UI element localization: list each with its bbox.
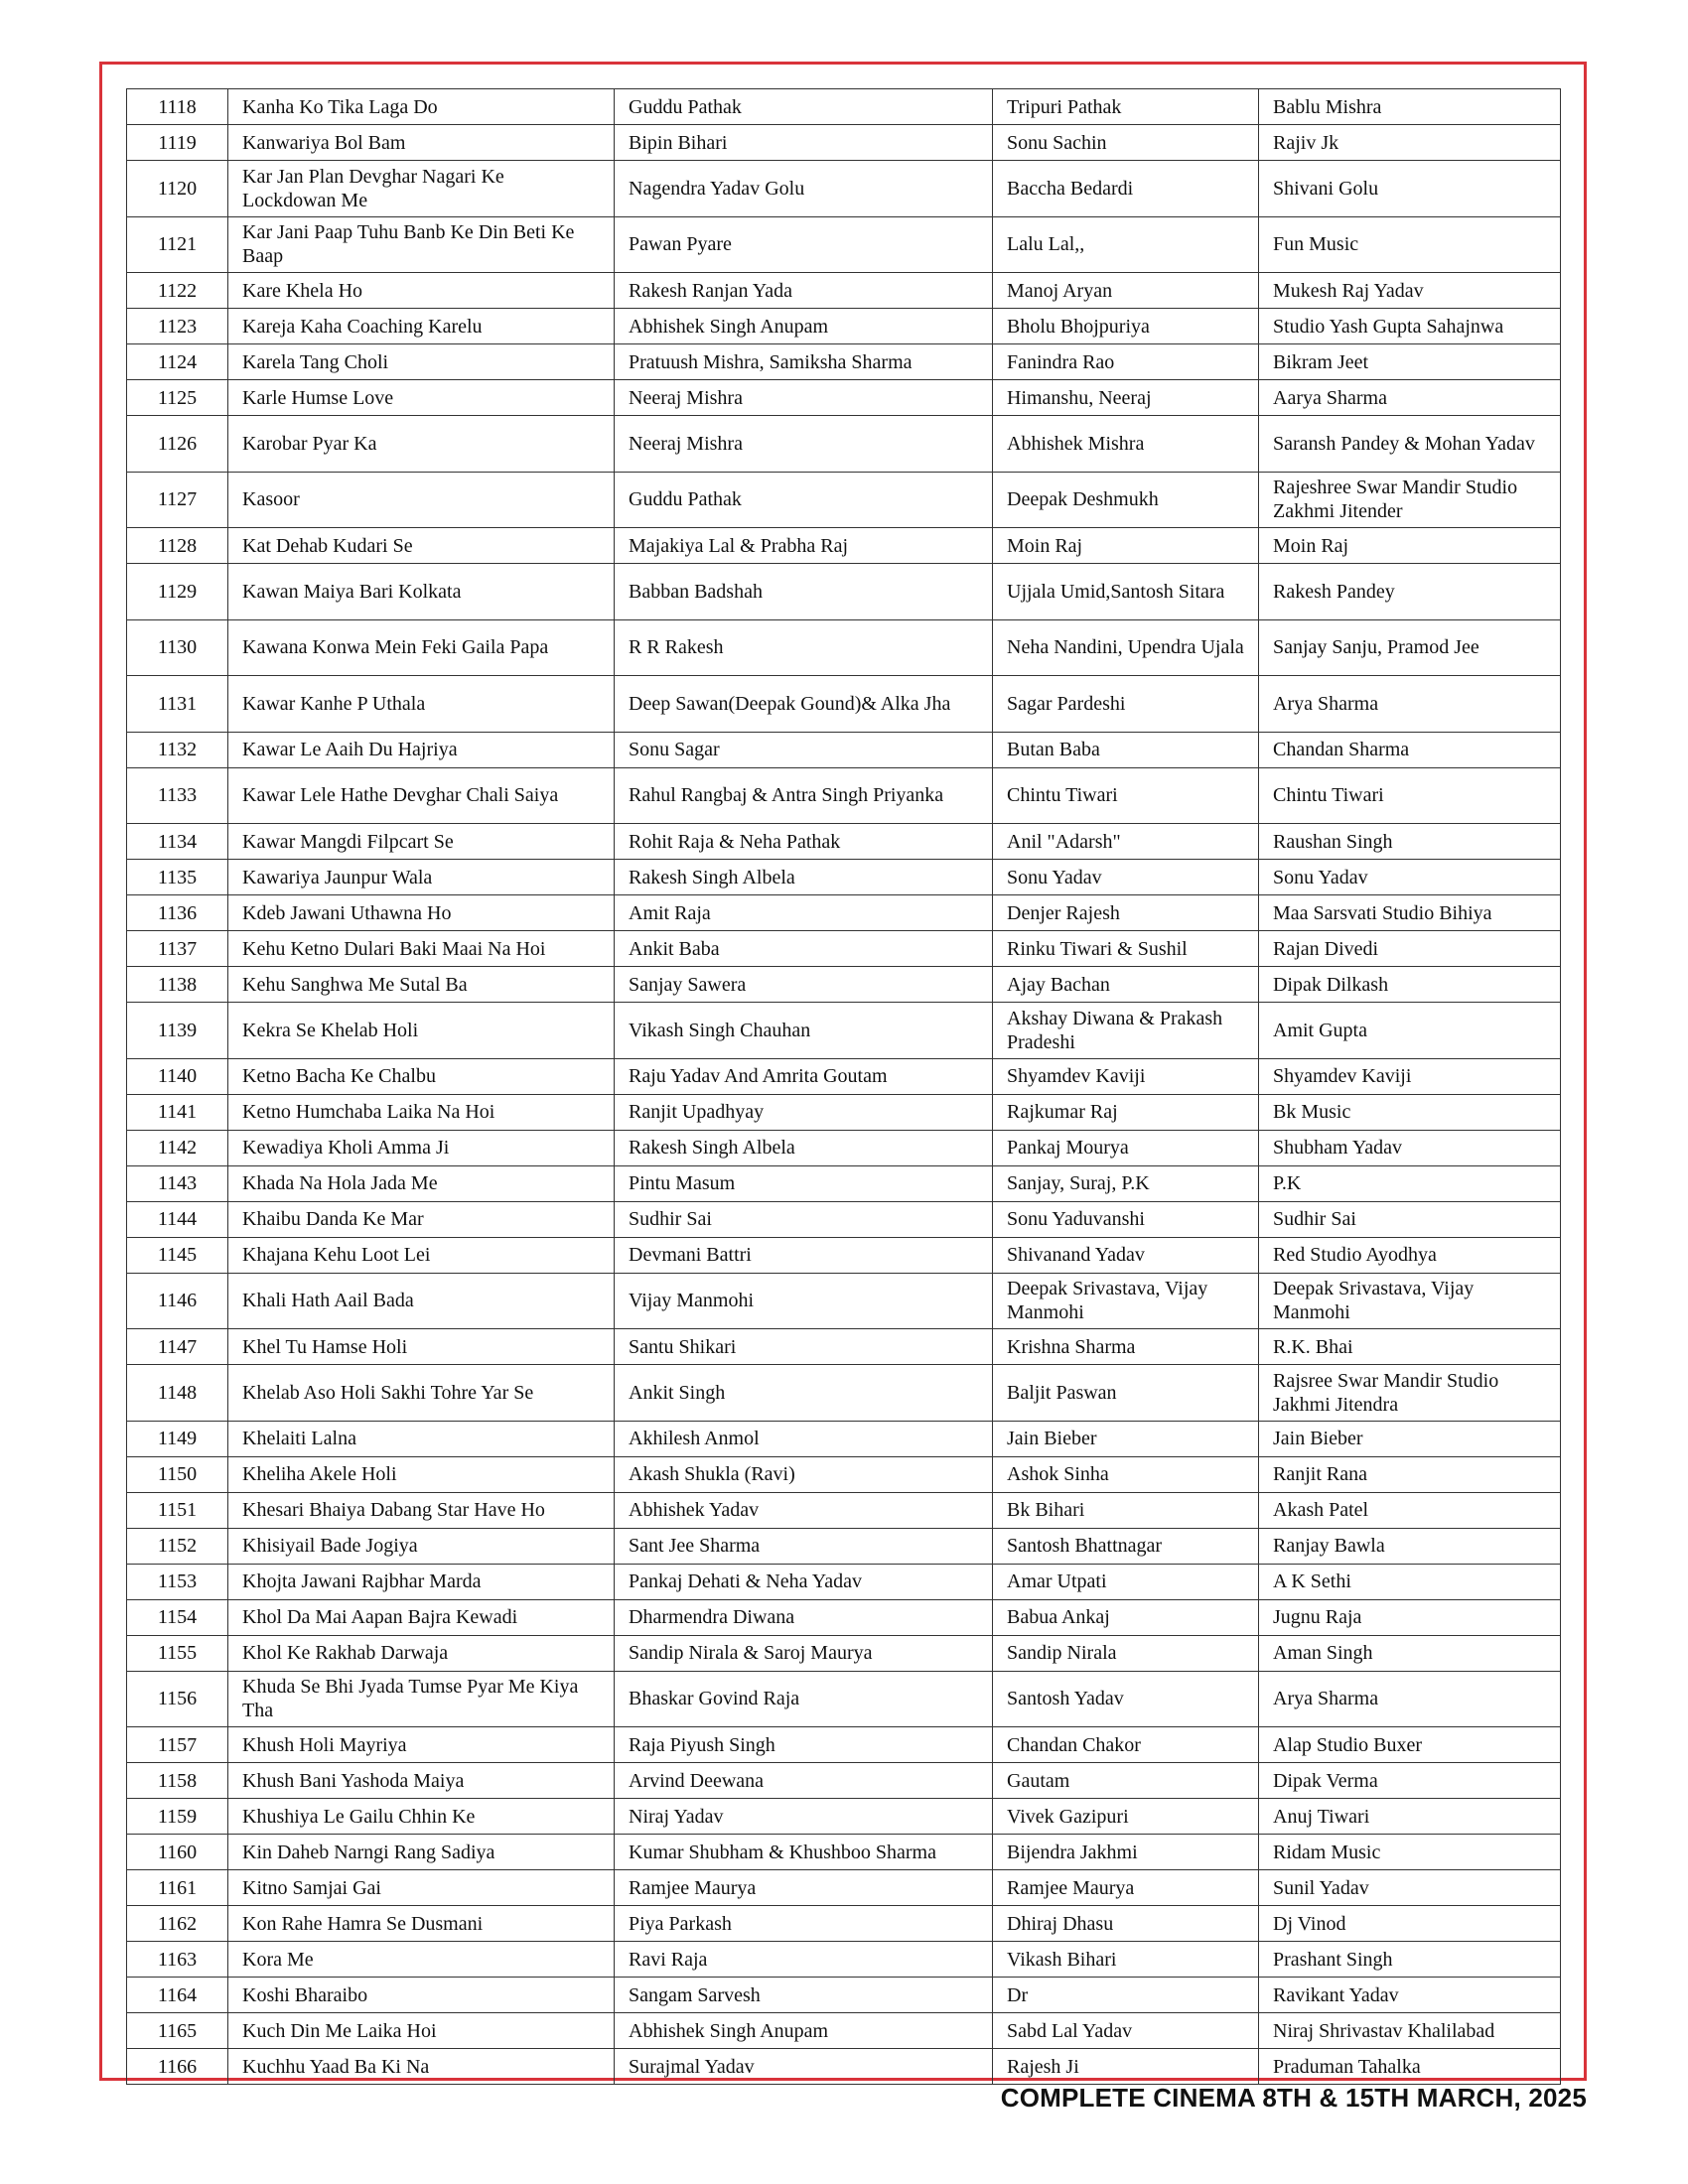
lyricist-cell: Manoj Aryan — [993, 273, 1259, 309]
entry-number-cell: 1141 — [127, 1094, 228, 1130]
table-row — [127, 1727, 1561, 1763]
table-row — [127, 1978, 1561, 2013]
singer-cell: Vijay Manmohi — [615, 1273, 993, 1329]
entry-number-cell: 1165 — [127, 2013, 228, 2049]
lyricist-cell: Denjer Rajesh — [993, 895, 1259, 931]
entry-number-cell: 1164 — [127, 1978, 228, 2013]
lyricist-cell: Himanshu, Neeraj — [993, 380, 1259, 416]
lyricist-cell: Ujjala Umid,Santosh Sitara — [993, 564, 1259, 620]
lyricist-cell: Deepak Srivastava, Vijay Manmohi — [993, 1273, 1259, 1329]
music-director-cell: Sanjay Sanju, Pramod Jee — [1259, 619, 1561, 676]
entry-number-cell: 1119 — [127, 125, 228, 161]
table-row — [127, 1201, 1561, 1237]
music-director-cell: Rajan Divedi — [1259, 931, 1561, 967]
lyricist-cell: Vikash Bihari — [993, 1942, 1259, 1978]
music-director-cell: P.K — [1259, 1165, 1561, 1201]
singer-cell: Piya Parkash — [615, 1906, 993, 1942]
lyricist-cell: Lalu Lal,, — [993, 216, 1259, 273]
music-director-cell: Amit Gupta — [1259, 1003, 1561, 1059]
singer-cell: Abhishek Singh Anupam — [615, 2013, 993, 2049]
lyricist-cell: Shivanand Yadav — [993, 1237, 1259, 1273]
music-director-cell: Rakesh Pandey — [1259, 564, 1561, 620]
lyricist-cell: Anil "Adarsh" — [993, 824, 1259, 860]
singer-cell: Sant Jee Sharma — [615, 1528, 993, 1564]
music-director-cell: Rajeshree Swar Mandir Studio Zakhmi Jitender — [1259, 472, 1561, 528]
entry-number-cell: 1161 — [127, 1870, 228, 1906]
singer-cell: Sanjay Sawera — [615, 967, 993, 1003]
music-director-cell: Sudhir Sai — [1259, 1201, 1561, 1237]
song-title-cell: Ketno Humchaba Laika Na Hoi — [228, 1094, 615, 1130]
entry-number-cell: 1127 — [127, 472, 228, 528]
entry-number-cell: 1149 — [127, 1421, 228, 1456]
entry-number-cell: 1137 — [127, 931, 228, 967]
singer-cell: Nagendra Yadav Golu — [615, 161, 993, 217]
lyricist-cell: Sandip Nirala — [993, 1635, 1259, 1671]
lyricist-cell: Chintu Tiwari — [993, 767, 1259, 824]
music-director-cell: Ranjit Rana — [1259, 1456, 1561, 1492]
table-row — [127, 344, 1561, 380]
entry-number-cell: 1159 — [127, 1799, 228, 1835]
song-title-cell: Khaibu Danda Ke Mar — [228, 1201, 615, 1237]
music-director-cell: Shubham Yadav — [1259, 1130, 1561, 1165]
lyricist-cell: Sagar Pardeshi — [993, 676, 1259, 733]
song-title-cell: Khuda Se Bhi Jyada Tumse Pyar Me Kiya Tha — [228, 1671, 615, 1727]
music-director-cell: Akash Patel — [1259, 1492, 1561, 1528]
table-row — [127, 1564, 1561, 1599]
table-row — [127, 676, 1561, 733]
table-row — [127, 1492, 1561, 1528]
table-row — [127, 1671, 1561, 1727]
table-row — [127, 1599, 1561, 1635]
singer-cell: Ankit Singh — [615, 1365, 993, 1422]
entry-number-cell: 1163 — [127, 1942, 228, 1978]
table-row — [127, 2013, 1561, 2049]
singer-cell: Raju Yadav And Amrita Goutam — [615, 1058, 993, 1094]
entry-number-cell: 1151 — [127, 1492, 228, 1528]
entry-number-cell: 1123 — [127, 309, 228, 344]
lyricist-cell: Neha Nandini, Upendra Ujala — [993, 619, 1259, 676]
song-title-cell: Kuchhu Yaad Ba Ki Na — [228, 2049, 615, 2085]
song-title-cell: Kanwariya Bol Bam — [228, 125, 615, 161]
music-director-cell: Bk Music — [1259, 1094, 1561, 1130]
lyricist-cell: Ajay Bachan — [993, 967, 1259, 1003]
entry-number-cell: 1122 — [127, 273, 228, 309]
music-director-cell: Rajiv Jk — [1259, 125, 1561, 161]
lyricist-cell: Krishna Sharma — [993, 1329, 1259, 1365]
lyricist-cell: Moin Raj — [993, 528, 1259, 564]
song-title-cell: Kora Me — [228, 1942, 615, 1978]
song-title-cell: Ketno Bacha Ke Chalbu — [228, 1058, 615, 1094]
music-director-cell: Arya Sharma — [1259, 1671, 1561, 1727]
entry-number-cell: 1139 — [127, 1003, 228, 1059]
entry-number-cell: 1147 — [127, 1329, 228, 1365]
singer-cell: Guddu Pathak — [615, 89, 993, 125]
table-row — [127, 125, 1561, 161]
table-row — [127, 895, 1561, 931]
singer-cell: Pintu Masum — [615, 1165, 993, 1201]
lyricist-cell: Dr — [993, 1978, 1259, 2013]
table-row — [127, 380, 1561, 416]
entry-number-cell: 1158 — [127, 1763, 228, 1799]
singer-cell: Babban Badshah — [615, 564, 993, 620]
lyricist-cell: Deepak Deshmukh — [993, 472, 1259, 528]
entry-number-cell: 1138 — [127, 967, 228, 1003]
music-director-cell: A K Sethi — [1259, 1564, 1561, 1599]
table-row — [127, 89, 1561, 125]
lyricist-cell: Baccha Bedardi — [993, 161, 1259, 217]
singer-cell: Arvind Deewana — [615, 1763, 993, 1799]
song-title-cell: Kdeb Jawani Uthawna Ho — [228, 895, 615, 931]
song-title-cell: Khelab Aso Holi Sakhi Tohre Yar Se — [228, 1365, 615, 1422]
table-row — [127, 216, 1561, 273]
singer-cell: Raja Piyush Singh — [615, 1727, 993, 1763]
song-title-cell: Kitno Samjai Gai — [228, 1870, 615, 1906]
lyricist-cell: Chandan Chakor — [993, 1727, 1259, 1763]
entry-number-cell: 1121 — [127, 216, 228, 273]
music-director-cell: Dipak Verma — [1259, 1763, 1561, 1799]
entry-number-cell: 1148 — [127, 1365, 228, 1422]
entry-number-cell: 1132 — [127, 732, 228, 767]
singer-cell: Kumar Shubham & Khushboo Sharma — [615, 1835, 993, 1870]
song-title-cell: Kawan Maiya Bari Kolkata — [228, 564, 615, 620]
lyricist-cell: Bholu Bhojpuriya — [993, 309, 1259, 344]
singer-cell: Rakesh Singh Albela — [615, 1130, 993, 1165]
singer-cell: Akash Shukla (Ravi) — [615, 1456, 993, 1492]
entry-number-cell: 1155 — [127, 1635, 228, 1671]
singer-cell: Akhilesh Anmol — [615, 1421, 993, 1456]
lyricist-cell: Santosh Bhattnagar — [993, 1528, 1259, 1564]
singer-cell: Ravi Raja — [615, 1942, 993, 1978]
table-row — [127, 1165, 1561, 1201]
table-row — [127, 2049, 1561, 2085]
table-row — [127, 161, 1561, 217]
song-title-cell: Kin Daheb Narngi Rang Sadiya — [228, 1835, 615, 1870]
table-row — [127, 967, 1561, 1003]
lyricist-cell: Sanjay, Suraj, P.K — [993, 1165, 1259, 1201]
entry-number-cell: 1128 — [127, 528, 228, 564]
music-director-cell: Fun Music — [1259, 216, 1561, 273]
lyricist-cell: Santosh Yadav — [993, 1671, 1259, 1727]
entry-number-cell: 1152 — [127, 1528, 228, 1564]
singer-cell: Rahul Rangbaj & Antra Singh Priyanka — [615, 767, 993, 824]
lyricist-cell: Abhishek Mishra — [993, 416, 1259, 473]
song-title-cell: Kheliha Akele Holi — [228, 1456, 615, 1492]
singer-cell: Sonu Sagar — [615, 732, 993, 767]
song-title-cell: Kasoor — [228, 472, 615, 528]
singer-cell: Pawan Pyare — [615, 216, 993, 273]
song-title-cell: Khada Na Hola Jada Me — [228, 1165, 615, 1201]
song-title-cell: Khesari Bhaiya Dabang Star Have Ho — [228, 1492, 615, 1528]
song-title-cell: Khisiyail Bade Jogiya — [228, 1528, 615, 1564]
entry-number-cell: 1144 — [127, 1201, 228, 1237]
singer-cell: Deep Sawan(Deepak Gound)& Alka Jha — [615, 676, 993, 733]
lyricist-cell: Rinku Tiwari & Sushil — [993, 931, 1259, 967]
singer-cell: Ankit Baba — [615, 931, 993, 967]
music-director-cell: Dipak Dilkash — [1259, 967, 1561, 1003]
singer-cell: Niraj Yadav — [615, 1799, 993, 1835]
table-row — [127, 1456, 1561, 1492]
music-director-cell: Prashant Singh — [1259, 1942, 1561, 1978]
music-director-cell: Alap Studio Buxer — [1259, 1727, 1561, 1763]
music-director-cell: Maa Sarsvati Studio Bihiya — [1259, 895, 1561, 931]
lyricist-cell: Sonu Yadav — [993, 860, 1259, 895]
entry-number-cell: 1124 — [127, 344, 228, 380]
lyricist-cell: Jain Bieber — [993, 1421, 1259, 1456]
lyricist-cell: Sonu Sachin — [993, 125, 1259, 161]
singer-cell: Ramjee Maurya — [615, 1870, 993, 1906]
music-director-cell: Niraj Shrivastav Khalilabad — [1259, 2013, 1561, 2049]
singer-cell: Surajmal Yadav — [615, 2049, 993, 2085]
song-title-cell: Kawar Kanhe P Uthala — [228, 676, 615, 733]
music-director-cell: Anuj Tiwari — [1259, 1799, 1561, 1835]
lyricist-cell: Sonu Yaduvanshi — [993, 1201, 1259, 1237]
table-row — [127, 1528, 1561, 1564]
singer-cell: Pratuush Mishra, Samiksha Sharma — [615, 344, 993, 380]
song-title-cell: Kawar Le Aaih Du Hajriya — [228, 732, 615, 767]
table-row — [127, 309, 1561, 344]
lyricist-cell: Shyamdev Kaviji — [993, 1058, 1259, 1094]
music-director-cell: Sunil Yadav — [1259, 1870, 1561, 1906]
lyricist-cell: Bijendra Jakhmi — [993, 1835, 1259, 1870]
song-title-cell: Kuch Din Me Laika Hoi — [228, 2013, 615, 2049]
entry-number-cell: 1160 — [127, 1835, 228, 1870]
singer-cell: Abhishek Singh Anupam — [615, 309, 993, 344]
music-director-cell: Saransh Pandey & Mohan Yadav — [1259, 416, 1561, 473]
singer-cell: Ranjit Upadhyay — [615, 1094, 993, 1130]
music-director-cell: Bikram Jeet — [1259, 344, 1561, 380]
song-title-cell: Kon Rahe Hamra Se Dusmani — [228, 1906, 615, 1942]
song-title-cell: Koshi Bharaibo — [228, 1978, 615, 2013]
lyricist-cell: Vivek Gazipuri — [993, 1799, 1259, 1835]
lyricist-cell: Tripuri Pathak — [993, 89, 1259, 125]
song-title-cell: Khol Da Mai Aapan Bajra Kewadi — [228, 1599, 615, 1635]
entry-number-cell: 1153 — [127, 1564, 228, 1599]
song-registry-table — [126, 88, 1561, 2085]
music-director-cell: Studio Yash Gupta Sahajnwa — [1259, 309, 1561, 344]
table-row — [127, 1237, 1561, 1273]
music-director-cell: Arya Sharma — [1259, 676, 1561, 733]
entry-number-cell: 1142 — [127, 1130, 228, 1165]
song-title-cell: Kehu Sanghwa Me Sutal Ba — [228, 967, 615, 1003]
table-row — [127, 824, 1561, 860]
entry-number-cell: 1157 — [127, 1727, 228, 1763]
entry-number-cell: 1129 — [127, 564, 228, 620]
entry-number-cell: 1120 — [127, 161, 228, 217]
entry-number-cell: 1134 — [127, 824, 228, 860]
singer-cell: Sudhir Sai — [615, 1201, 993, 1237]
song-title-cell: Khelaiti Lalna — [228, 1421, 615, 1456]
entry-number-cell: 1166 — [127, 2049, 228, 2085]
music-director-cell: Shivani Golu — [1259, 161, 1561, 217]
singer-cell: Santu Shikari — [615, 1329, 993, 1365]
entry-number-cell: 1145 — [127, 1237, 228, 1273]
singer-cell: Rakesh Ranjan Yada — [615, 273, 993, 309]
lyricist-cell: Baljit Paswan — [993, 1365, 1259, 1422]
music-director-cell: R.K. Bhai — [1259, 1329, 1561, 1365]
song-title-cell: Khali Hath Aail Bada — [228, 1273, 615, 1329]
table-row — [127, 767, 1561, 824]
lyricist-cell: Pankaj Mourya — [993, 1130, 1259, 1165]
entry-number-cell: 1146 — [127, 1273, 228, 1329]
lyricist-cell: Akshay Diwana & Prakash Pradeshi — [993, 1003, 1259, 1059]
singer-cell: Neeraj Mishra — [615, 380, 993, 416]
music-director-cell: Praduman Tahalka — [1259, 2049, 1561, 2085]
table-row — [127, 1635, 1561, 1671]
music-director-cell: Chintu Tiwari — [1259, 767, 1561, 824]
lyricist-cell: Ashok Sinha — [993, 1456, 1259, 1492]
lyricist-cell: Amar Utpati — [993, 1564, 1259, 1599]
song-title-cell: Kat Dehab Kudari Se — [228, 528, 615, 564]
music-director-cell: Ridam Music — [1259, 1835, 1561, 1870]
song-title-cell: Kar Jani Paap Tuhu Banb Ke Din Beti Ke Baap — [228, 216, 615, 273]
table-row — [127, 1273, 1561, 1329]
table-row — [127, 1130, 1561, 1165]
song-title-cell: Khush Holi Mayriya — [228, 1727, 615, 1763]
song-title-cell: Karle Humse Love — [228, 380, 615, 416]
music-director-cell: Shyamdev Kaviji — [1259, 1058, 1561, 1094]
song-title-cell: Karobar Pyar Ka — [228, 416, 615, 473]
music-director-cell: Mukesh Raj Yadav — [1259, 273, 1561, 309]
music-director-cell: Dj Vinod — [1259, 1906, 1561, 1942]
music-director-cell: Jugnu Raja — [1259, 1599, 1561, 1635]
table-row — [127, 528, 1561, 564]
entry-number-cell: 1162 — [127, 1906, 228, 1942]
music-director-cell: Ravikant Yadav — [1259, 1978, 1561, 2013]
singer-cell: R R Rakesh — [615, 619, 993, 676]
singer-cell: Abhishek Yadav — [615, 1492, 993, 1528]
table-row — [127, 472, 1561, 528]
lyricist-cell: Fanindra Rao — [993, 344, 1259, 380]
song-title-cell: Khojta Jawani Rajbhar Marda — [228, 1564, 615, 1599]
singer-cell: Bhaskar Govind Raja — [615, 1671, 993, 1727]
singer-cell: Neeraj Mishra — [615, 416, 993, 473]
music-director-cell: Aarya Sharma — [1259, 380, 1561, 416]
singer-cell: Rohit Raja & Neha Pathak — [615, 824, 993, 860]
table-row — [127, 1870, 1561, 1906]
song-registry-body — [127, 89, 1561, 2085]
table-row — [127, 732, 1561, 767]
table-row — [127, 1094, 1561, 1130]
entry-number-cell: 1133 — [127, 767, 228, 824]
singer-cell: Sandip Nirala & Saroj Maurya — [615, 1635, 993, 1671]
entry-number-cell: 1156 — [127, 1671, 228, 1727]
song-title-cell: Khel Tu Hamse Holi — [228, 1329, 615, 1365]
entry-number-cell: 1125 — [127, 380, 228, 416]
song-title-cell: Khajana Kehu Loot Lei — [228, 1237, 615, 1273]
music-director-cell: Jain Bieber — [1259, 1421, 1561, 1456]
lyricist-cell: Ramjee Maurya — [993, 1870, 1259, 1906]
entry-number-cell: 1140 — [127, 1058, 228, 1094]
entry-number-cell: 1154 — [127, 1599, 228, 1635]
music-director-cell: Red Studio Ayodhya — [1259, 1237, 1561, 1273]
singer-cell: Pankaj Dehati & Neha Yadav — [615, 1564, 993, 1599]
entry-number-cell: 1136 — [127, 895, 228, 931]
table-row — [127, 619, 1561, 676]
page-border-frame — [99, 62, 1587, 2081]
entry-number-cell: 1143 — [127, 1165, 228, 1201]
lyricist-cell: Babua Ankaj — [993, 1599, 1259, 1635]
song-title-cell: Kewadiya Kholi Amma Ji — [228, 1130, 615, 1165]
music-director-cell: Raushan Singh — [1259, 824, 1561, 860]
song-title-cell: Kar Jan Plan Devghar Nagari Ke Lockdowan Me — [228, 161, 615, 217]
song-title-cell: Khush Bani Yashoda Maiya — [228, 1763, 615, 1799]
music-director-cell: Rajsree Swar Mandir Studio Jakhmi Jitendra — [1259, 1365, 1561, 1422]
song-title-cell: Karela Tang Choli — [228, 344, 615, 380]
table-row — [127, 1906, 1561, 1942]
song-title-cell: Kehu Ketno Dulari Baki Maai Na Hoi — [228, 931, 615, 967]
song-title-cell: Kawar Lele Hathe Devghar Chali Saiya — [228, 767, 615, 824]
publication-footer: COMPLETE CINEMA 8TH & 15TH MARCH, 2025 — [1000, 2083, 1587, 2113]
entry-number-cell: 1126 — [127, 416, 228, 473]
song-title-cell: Kekra Se Khelab Holi — [228, 1003, 615, 1059]
lyricist-cell: Rajesh Ji — [993, 2049, 1259, 2085]
entry-number-cell: 1118 — [127, 89, 228, 125]
lyricist-cell: Rajkumar Raj — [993, 1094, 1259, 1130]
singer-cell: Majakiya Lal & Prabha Raj — [615, 528, 993, 564]
song-title-cell: Kawariya Jaunpur Wala — [228, 860, 615, 895]
music-director-cell: Aman Singh — [1259, 1635, 1561, 1671]
table-row — [127, 1421, 1561, 1456]
table-row — [127, 1835, 1561, 1870]
table-row — [127, 1942, 1561, 1978]
singer-cell: Guddu Pathak — [615, 472, 993, 528]
singer-cell: Dharmendra Diwana — [615, 1599, 993, 1635]
song-title-cell: Khushiya Le Gailu Chhin Ke — [228, 1799, 615, 1835]
lyricist-cell: Bk Bihari — [993, 1492, 1259, 1528]
table-row — [127, 860, 1561, 895]
singer-cell: Sangam Sarvesh — [615, 1978, 993, 2013]
table-row — [127, 416, 1561, 473]
music-director-cell: Chandan Sharma — [1259, 732, 1561, 767]
singer-cell: Rakesh Singh Albela — [615, 860, 993, 895]
table-row — [127, 1799, 1561, 1835]
table-row — [127, 1003, 1561, 1059]
lyricist-cell: Dhiraj Dhasu — [993, 1906, 1259, 1942]
singer-cell: Vikash Singh Chauhan — [615, 1003, 993, 1059]
music-director-cell: Bablu Mishra — [1259, 89, 1561, 125]
singer-cell: Bipin Bihari — [615, 125, 993, 161]
music-director-cell: Sonu Yadav — [1259, 860, 1561, 895]
entry-number-cell: 1135 — [127, 860, 228, 895]
entry-number-cell: 1131 — [127, 676, 228, 733]
table-row — [127, 1365, 1561, 1422]
entry-number-cell: 1130 — [127, 619, 228, 676]
song-title-cell: Kareja Kaha Coaching Karelu — [228, 309, 615, 344]
table-row — [127, 1763, 1561, 1799]
song-title-cell: Kawar Mangdi Filpcart Se — [228, 824, 615, 860]
lyricist-cell: Butan Baba — [993, 732, 1259, 767]
table-row — [127, 1058, 1561, 1094]
song-title-cell: Kare Khela Ho — [228, 273, 615, 309]
song-title-cell: Kanha Ko Tika Laga Do — [228, 89, 615, 125]
music-director-cell: Ranjay Bawla — [1259, 1528, 1561, 1564]
table-row — [127, 1329, 1561, 1365]
lyricist-cell: Sabd Lal Yadav — [993, 2013, 1259, 2049]
music-director-cell: Moin Raj — [1259, 528, 1561, 564]
song-title-cell: Kawana Konwa Mein Feki Gaila Papa — [228, 619, 615, 676]
table-row — [127, 273, 1561, 309]
music-director-cell: Deepak Srivastava, Vijay Manmohi — [1259, 1273, 1561, 1329]
song-title-cell: Khol Ke Rakhab Darwaja — [228, 1635, 615, 1671]
lyricist-cell: Gautam — [993, 1763, 1259, 1799]
entry-number-cell: 1150 — [127, 1456, 228, 1492]
singer-cell: Amit Raja — [615, 895, 993, 931]
singer-cell: Devmani Battri — [615, 1237, 993, 1273]
table-row — [127, 931, 1561, 967]
table-row — [127, 564, 1561, 620]
